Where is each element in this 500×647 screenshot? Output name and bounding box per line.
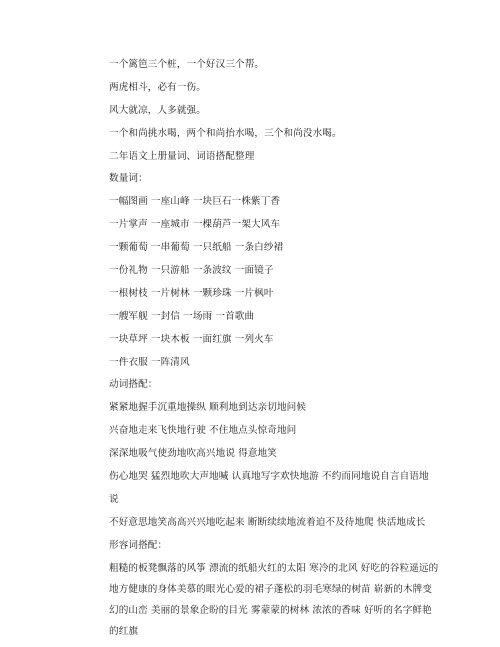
heading-adjective-collocations: 形容词搭配： [109,540,168,551]
section-title: 二年语文上册量词、词语搭配整理 [109,151,255,162]
proverb-line-1: 一个篱笆三个桩，一个好汉三个帮。 [109,59,265,70]
verb-collocations-line-2: 兴奋地走来飞快地行驶 不住地点头惊奇地问 [109,425,297,436]
verb-collocations-line-5: 不好意思地笑高高兴兴地吃起来 断断续续地流着迫不及待地爬 快活地成长 [109,517,426,528]
proverb-line-3: 风大就凉，人多就强。 [109,105,206,116]
measure-words-line-3: 一颗葡萄 一串葡萄 一只纸船 一条白纱裙 [109,242,284,253]
measure-words-line-7: 一块草坪 一块木板 一面红旗 一列火车 [109,334,274,345]
verb-collocations-line-4-cont: 说 [109,494,119,505]
measure-words-line-1: 一幅图画 一座山峰 一块巨石一株紫丁香 [109,196,281,207]
heading-measure-words: 数量词： [109,173,148,184]
adjective-collocations-paragraph: 粗糙的板凳飘落的风筝 漂流的纸船火红的太阳 寒冷的北风 好吃的谷粒遥远的地方健康的身体美慕的眼光心爱的裙子蓬松的羽毛寒绿的树苗 崭新的木牌变幻的山峦 美丽的景象企盼的目光 雾蒙蒙的树林 浓浓的香味 好听的名字鲜艳的红旗 [109,563,439,637]
heading-verb-collocations: 动词搭配： [109,379,158,390]
verb-collocations-line-3: 深深地吸气使劲地吹高兴地说 得意地笑 [109,448,277,459]
measure-words-line-4: 一份礼物 一只游船 一条波纹 一面镜子 [109,265,274,276]
verb-collocations-line-4: 伤心地哭 猛烈地吹大声地喊 认真地写字欢快地游 不约而同地说自言自语地 [109,471,429,482]
verb-collocations-line-1: 紧紧地握手沉重地操纵 顺利地到达亲切地问候 [109,402,307,413]
measure-words-line-2: 一片掌声 一座城市 一棵葫芦一架大风车 [109,219,281,230]
measure-words-line-8: 一件衣服 一阵清风 [109,357,190,368]
proverb-line-2: 两虎相斗，必有一伤。 [109,82,206,93]
measure-words-line-5: 一根树枝 一片树林 一颗珍珠 一片枫叶 [109,288,274,299]
proverb-line-4: 一个和尚挑水喝，两个和尚抬水喝，三个和尚没水喝。 [109,128,342,139]
measure-words-line-6: 一艘军舰 一封信 一场雨 一首歌曲 [109,311,255,322]
